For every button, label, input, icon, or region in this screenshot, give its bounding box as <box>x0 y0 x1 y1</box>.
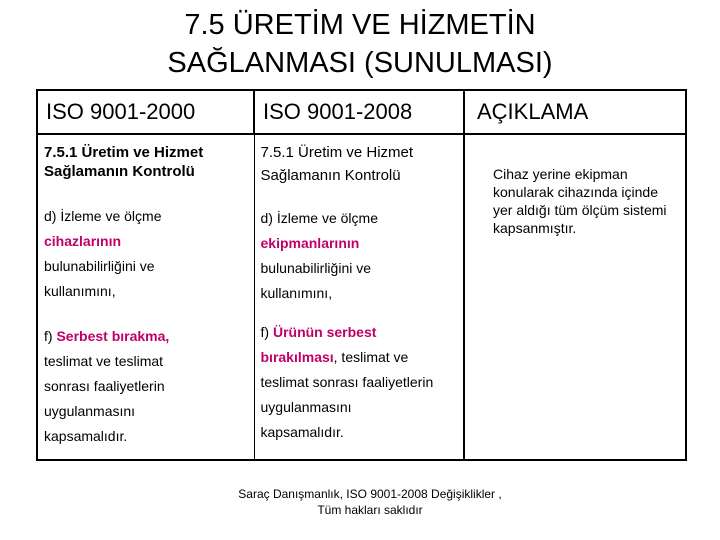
item-f-line: teslimat ve teslimat <box>44 353 164 369</box>
item-d-2000 <box>44 207 248 301</box>
clause-heading-line-1: 7.5.1 Üretim ve Hizmet <box>44 144 204 161</box>
content-row <box>37 134 686 460</box>
page-title <box>0 6 720 82</box>
item-f-prefix: f) <box>44 328 57 344</box>
item-d-highlight: ekipmanlarının <box>260 235 360 251</box>
item-d-prefix: d) İzleme ve ölçme <box>260 210 378 226</box>
item-f-line: , teslimat ve <box>333 349 409 365</box>
item-d-highlight: cihazlarının <box>44 233 122 249</box>
clause-heading-line-2: Sağlamanın Kontrolü <box>260 167 401 184</box>
item-d-line: bulunabilirliğini ve <box>260 260 372 276</box>
clause-heading-2008 <box>261 143 458 185</box>
item-f-highlight: Serbest bırakma, <box>56 328 170 344</box>
item-f-line: kapsamalıdır. <box>260 424 344 440</box>
header-iso-2000: ISO 9001-2000 <box>37 90 254 134</box>
cell-aciklama <box>464 134 686 460</box>
item-f-line: kapsamalıdır. <box>44 428 128 444</box>
clause-heading-line-2: Sağlamanın Kontrolü <box>44 163 195 180</box>
comparison-table <box>36 89 687 461</box>
header-iso-2008: ISO 9001-2008 <box>254 90 464 134</box>
item-f-line: teslimat sonrası faaliyetlerin <box>260 374 434 390</box>
footer-line-2: Tüm hakları saklıdır <box>317 503 423 517</box>
explanation-line: konularak cihazında içinde <box>493 184 658 200</box>
title-line-1: 7.5 ÜRETİM VE HİZMETİN <box>184 9 536 41</box>
item-f-2008 <box>261 323 458 442</box>
item-d-line: kullanımını, <box>44 283 116 299</box>
clause-heading-line-1: 7.5.1 Üretim ve Hizmet <box>260 144 414 161</box>
item-f-line: uygulanmasını <box>44 403 136 419</box>
explanation-line: yer aldığı tüm ölçüm sistemi <box>493 202 667 218</box>
header-aciklama: AÇIKLAMA <box>464 90 686 134</box>
title-line-2: SAĞLANMASI (SUNULMASI) <box>167 47 553 79</box>
item-d-line: kullanımını, <box>260 285 333 301</box>
item-d-2008 <box>261 209 458 303</box>
item-d-line: bulunabilirliğini ve <box>44 258 155 274</box>
item-f-2000 <box>44 327 248 446</box>
explanation-text <box>493 165 681 237</box>
footer-line-1: Saraç Danışmanlık, ISO 9001-2008 Değişiklikler , <box>238 487 502 501</box>
explanation-line: Cihaz yerine ekipman <box>493 166 628 182</box>
item-f-line: uygulanmasını <box>260 399 352 415</box>
item-f-highlight: Ürünün serbest <box>272 324 377 340</box>
footer-note <box>0 486 720 518</box>
item-f-prefix: f) <box>260 324 273 340</box>
clause-heading-2000 <box>44 143 248 181</box>
item-d-prefix: d) İzleme ve ölçme <box>44 208 162 224</box>
item-f-highlight: bırakılması <box>260 349 334 365</box>
item-f-line: sonrası faaliyetlerin <box>44 378 165 394</box>
explanation-line: kapsanmıştır. <box>493 220 577 236</box>
header-row <box>37 90 686 134</box>
cell-iso-2000 <box>37 134 254 460</box>
cell-iso-2008 <box>254 134 464 460</box>
